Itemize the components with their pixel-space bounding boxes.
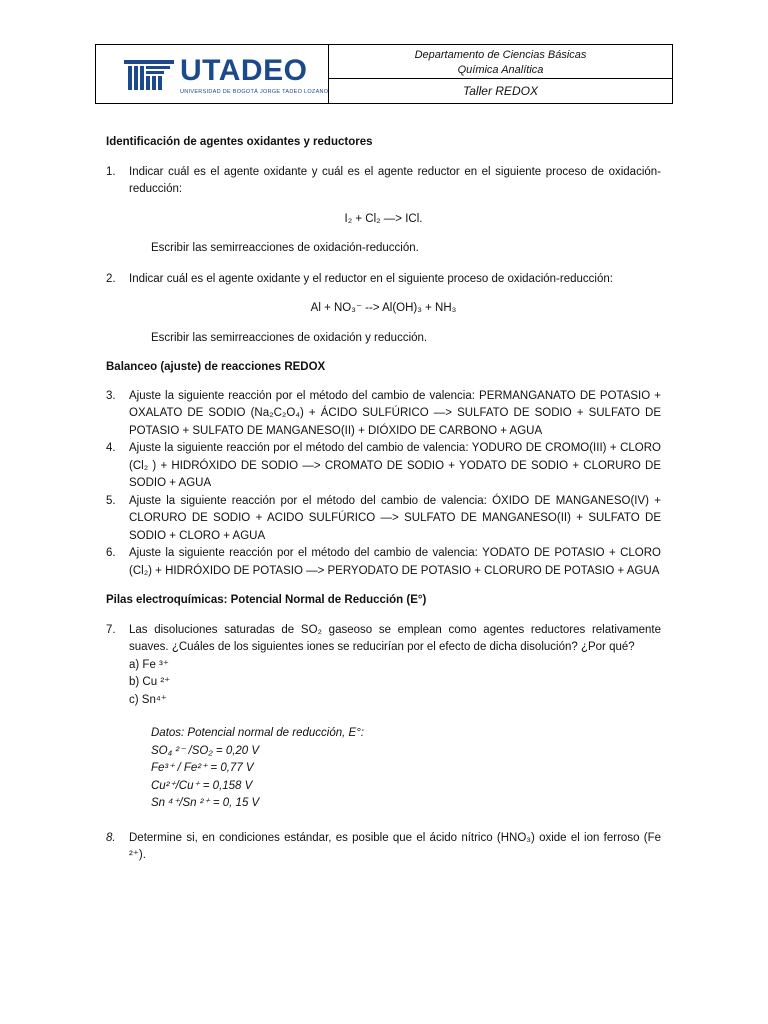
data-line: Cu²⁺/Cu⁺ = 0,158 V: [151, 779, 253, 792]
worksheet-title: Taller REDOX: [463, 84, 538, 98]
logo-cell: [96, 45, 329, 103]
question-number: 1.: [106, 165, 116, 178]
question-text: Las disoluciones saturadas de SO₂ gaseoso se emplean como agentes reductores relativamente suaves. ¿Cuáles de los siguientes iones se reducirían por el efecto de dicha disolución? ¿Por qué?: [129, 623, 661, 653]
equation-1: I₂ + Cl₂ —> ICl.: [344, 212, 423, 225]
question-text: Indicar cuál es el agente oxidante y cuál es el agente reductor en el siguiente proceso de oxidación-reducción:: [129, 165, 661, 195]
question-7: [106, 622, 661, 657]
section-title-electrochemistry: Pilas electroquímicas: Potencial Normal de Reducción (E°): [106, 594, 427, 606]
instruction-1: Escribir las semirreacciones de oxidación-reducción.: [151, 242, 419, 254]
question-text: Ajuste la siguiente reacción por el método del cambio de valencia: ÓXIDO DE MANGANESO(IV) + CLORURO DE SODIO + ACIDO SULFÚRICO —> SULFATO DE MANGANESO(II) + SULFATO DE SODIO + CLORO + AGUA: [129, 494, 661, 542]
question-2: [106, 271, 661, 289]
department-cell: [329, 45, 672, 79]
question-number: 6.: [106, 547, 116, 559]
option-c: c) Sn⁴⁺: [129, 693, 167, 706]
course-name: Química Analítica: [457, 64, 544, 76]
instruction-2: Escribir las semirreacciones de oxidación y reducción.: [151, 331, 428, 344]
question-number: 4.: [106, 442, 116, 454]
logo-text: UTADEO: [180, 54, 308, 87]
question-number: 7.: [106, 623, 116, 636]
header-table: [95, 44, 673, 104]
question-1: [106, 164, 661, 199]
data-title: Datos: Potencial normal de reducción, E°:: [151, 727, 364, 739]
section-title-balancing: Balanceo (ajuste) de reacciones REDOX: [106, 361, 326, 373]
utadeo-logo-icon: [124, 60, 174, 90]
question-number: 2.: [106, 272, 116, 285]
document-body: [106, 134, 661, 865]
department-name: Departamento de Ciencias Básicas: [414, 49, 587, 61]
section-title-identification: Identificación de agentes oxidantes y reductores: [106, 136, 373, 148]
question-4: [106, 440, 661, 493]
question-text: Ajuste la siguiente reacción por el método del cambio de valencia: PERMANGANATO DE POTASIO + OXALATO DE SODIO (Na₂C₂O₄) + ÁCIDO SULFÚRICO —> SULFATO DE SODIO + SULFATO DE POTASIO + SULFATO DE MANGANESO(II) + DIÓXIDO DE CARBONO + AGUA: [129, 389, 661, 437]
equation-2: Al + NO₃⁻ --> Al(OH)₃ + NH₃: [310, 302, 457, 314]
question-3: [106, 388, 661, 441]
logo-subtitle: UNIVERSIDAD DE BOGOTÁ JORGE TADEO LOZANO: [180, 89, 329, 95]
question-text: Determine si, en condiciones estándar, es posible que el ácido nítrico (HNO₃) oxide el ion ferroso (Fe ²⁺).: [129, 831, 661, 861]
question-8: [106, 830, 661, 865]
question-number: 5.: [106, 494, 116, 507]
option-a: a) Fe ³⁺: [129, 658, 169, 671]
question-number: 3.: [106, 389, 116, 402]
data-line: SO₄ ²⁻ /SO₂ = 0,20 V: [151, 744, 260, 757]
question-5: [106, 493, 661, 546]
option-b: b) Cu ²⁺: [129, 676, 171, 688]
data-line: Sn ⁴⁺/Sn ²⁺ = 0, 15 V: [151, 797, 260, 809]
data-line: Fe³⁺ / Fe²⁺ = 0,77 V: [151, 762, 254, 774]
question-6: [106, 545, 661, 580]
question-text: Ajuste la siguiente reacción por el método del cambio de valencia: YODURO DE CROMO(III) + CLORO (Cl₂ ) + HIDRÓXIDO DE SODIO —> CROMATO DE SODIO + YODATO DE SODIO + CLORURO DE SODIO + AGUA: [129, 442, 661, 489]
question-text: Ajuste la siguiente reacción por el método del cambio de valencia: YODATO DE POTASIO + CLORO (Cl₂) + HIDRÓXIDO DE POTASIO —> PERYODATO DE POTASIO + CLORURO DE POTASIO + AGUA: [129, 547, 661, 577]
question-text: Indicar cuál es el agente oxidante y el reductor en el siguiente proceso de oxidación-reducción:: [129, 272, 613, 285]
question-number: 8.: [106, 831, 116, 844]
